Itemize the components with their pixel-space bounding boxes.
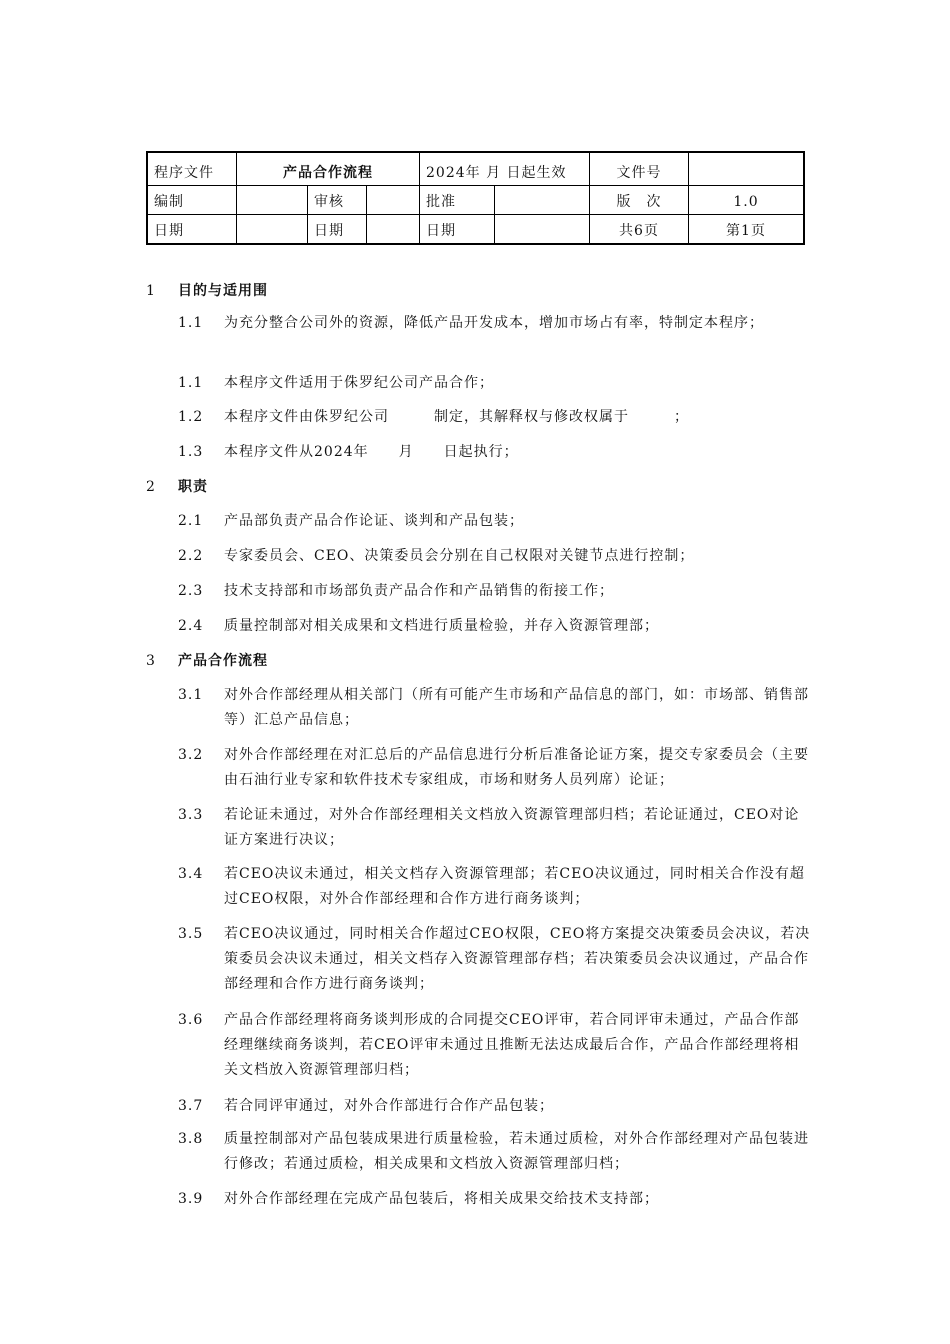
date-label-cell-2: 日期: [308, 215, 367, 245]
header-row-3: [147, 215, 804, 245]
section-title: 目的与适用围: [178, 283, 268, 299]
item-text: 本程序文件由侏罗纪公司 制定，其解释权与修改权属于 ；: [224, 409, 689, 425]
header-row-1: [147, 152, 804, 186]
reviewed-by-value-cell: [367, 186, 420, 215]
item-number: 2.3: [178, 583, 204, 599]
section-heading: [146, 651, 268, 671]
item-number: 3.4: [178, 866, 204, 882]
item-number: 2.4: [178, 618, 204, 634]
version-label-cell: 版 次: [590, 186, 689, 215]
date-value-cell-2: [367, 215, 420, 245]
item-text: 产品合作部经理将商务谈判形成的合同提交CEO评审，若合同评审未通过，产品合作部经理继续商务谈判，若CEO评审未通过且推断无法达成最后合作，产品合作部经理将相关文档放入资源管理部归档；: [224, 1012, 800, 1078]
item-text: 质量控制部对相关成果和文档进行质量检验，并存入资源管理部；: [224, 618, 659, 634]
section-heading: [146, 281, 268, 301]
doc-title-cell: 产品合作流程: [237, 152, 420, 186]
item-text: 对外合作部经理从相关部门（所有可能产生市场和产品信息的部门，如：市场部、销售部等）汇总产品信息；: [224, 687, 809, 728]
approved-by-value-cell: [495, 186, 590, 215]
item-number: 3.3: [178, 807, 204, 823]
section-title: 产品合作流程: [178, 653, 268, 669]
doc-type-cell: 程序文件: [147, 152, 237, 186]
file-number-value-cell: [689, 152, 805, 186]
date-label-cell-1: 日期: [147, 215, 237, 245]
reviewed-by-label-cell: 审核: [308, 186, 367, 215]
item-text: 专家委员会、CEO、决策委员会分别在自己权限对关键节点进行控制；: [224, 548, 695, 564]
item-number: 1.1: [178, 315, 204, 331]
date-value-cell-1: [237, 215, 308, 245]
section-number: 1: [146, 283, 156, 299]
item-number: 1.1: [178, 375, 204, 391]
header-row-2: [147, 186, 804, 215]
date-value-cell-3: [495, 215, 590, 245]
document-header-table: [146, 151, 805, 245]
item-text: 技术支持部和市场部负责产品合作和产品销售的衔接工作；: [224, 583, 614, 599]
item-number: 1.2: [178, 409, 204, 425]
item-text: 质量控制部对产品包装成果进行质量检验，若未通过质检，对外合作部经理对产品包装进行修改；若通过质检，相关成果和文档放入资源管理部归档；: [224, 1131, 809, 1172]
prepared-by-value-cell: [237, 186, 308, 215]
item-number: 3.5: [178, 926, 204, 942]
section-number: 2: [146, 479, 156, 495]
section-heading: [146, 477, 208, 497]
item-number: 3.2: [178, 747, 204, 763]
item-number: 3.6: [178, 1012, 204, 1028]
version-value-cell: 1.0: [689, 186, 805, 215]
item-text: 若CEO决议通过，同时相关合作超过CEO权限，CEO将方案提交决策委员会决议，若决策委员会决议未通过，相关文档存入资源管理部存档；若决策委员会决议通过，产品合作部经理和合作方进行商务谈判；: [224, 926, 811, 992]
item-number: 3.1: [178, 687, 204, 703]
approved-by-label-cell: 批准: [420, 186, 495, 215]
item-number: 3.7: [178, 1098, 204, 1114]
prepared-by-label-cell: 编制: [147, 186, 237, 215]
section-number: 3: [146, 653, 156, 669]
item-text: 为充分整合公司外的资源，降低产品开发成本，增加市场占有率，特制定本程序；: [224, 315, 764, 331]
item-text: 本程序文件适用于侏罗纪公司产品合作；: [224, 375, 494, 391]
item-text: 产品部负责产品合作论证、谈判和产品包装；: [224, 513, 524, 529]
item-number: 3.8: [178, 1131, 204, 1147]
item-text: 对外合作部经理在对汇总后的产品信息进行分析后准备论证方案，提交专家委员会（主要由石油行业专家和软件技术专家组成，市场和财务人员列席）论证；: [224, 747, 809, 788]
total-pages-cell: 共6页: [590, 215, 689, 245]
date-label-cell-3: 日期: [420, 215, 495, 245]
item-number: 3.9: [178, 1191, 204, 1207]
item-text: 若合同评审通过，对外合作部进行合作产品包装；: [224, 1098, 554, 1114]
section-title: 职责: [178, 479, 208, 495]
item-number: 2.2: [178, 548, 204, 564]
item-text: 本程序文件从2024年 月 日起执行；: [224, 444, 519, 460]
item-text: 若CEO决议未通过，相关文档存入资源管理部；若CEO决议通过，同时相关合作没有超过CEO权限，对外合作部经理和合作方进行商务谈判；: [224, 866, 805, 907]
file-number-label-cell: 文件号: [590, 152, 689, 186]
item-text: 对外合作部经理在完成产品包装后，将相关成果交给技术支持部；: [224, 1191, 659, 1207]
item-text: 若论证未通过，对外合作部经理相关文档放入资源管理部归档；若论证通过，CEO对论证方案进行决议；: [224, 807, 800, 848]
page-number-cell: 第1页: [689, 215, 805, 245]
item-number: 2.1: [178, 513, 204, 529]
item-number: 1.3: [178, 444, 204, 460]
effective-date-cell: 2024年 月 日起生效: [420, 152, 590, 186]
